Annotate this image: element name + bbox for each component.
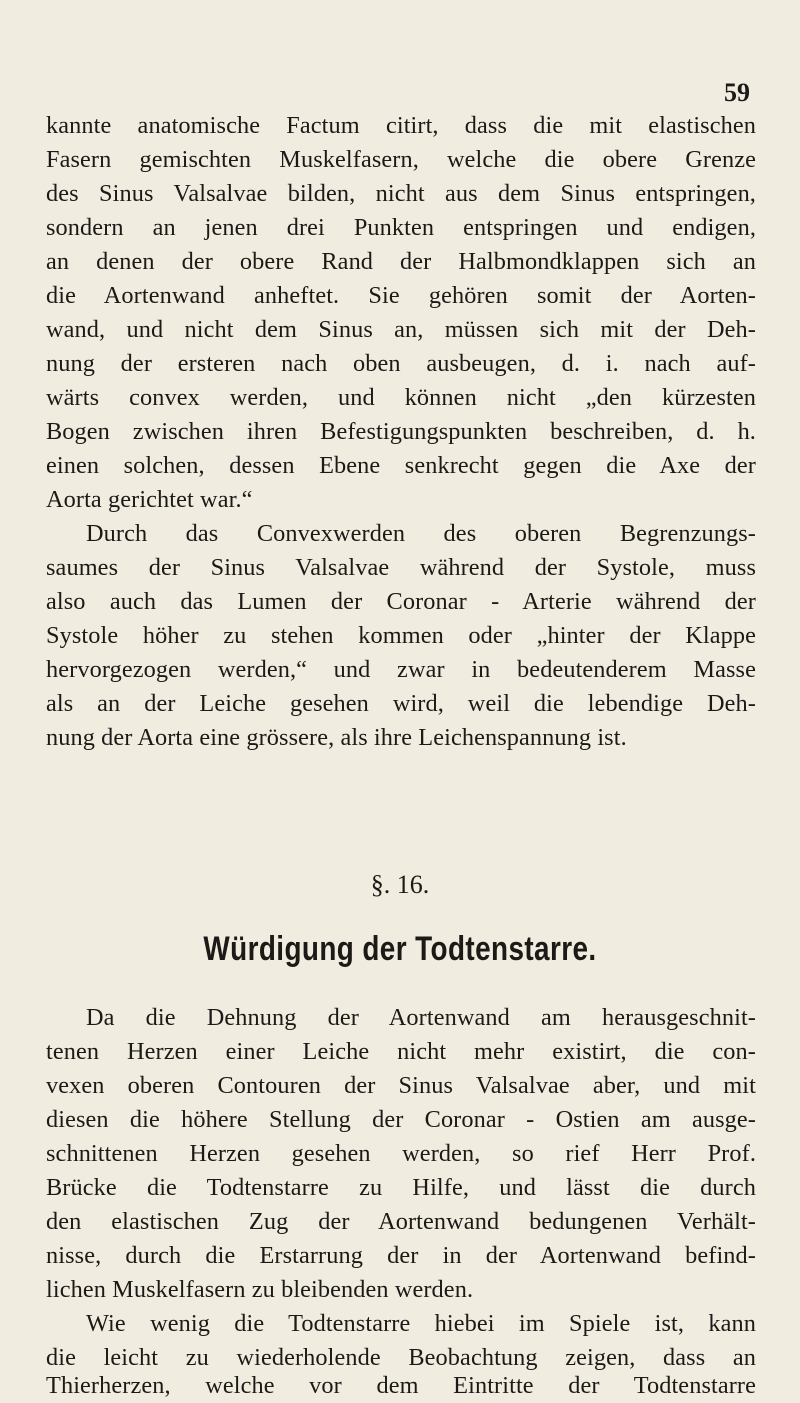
text-line: Wie wenig die Todtenstarre hiebei im Spiele ist, kann: [86, 1310, 756, 1337]
text-line: die leicht zu wiederholende Beobachtung zeigen, dass an: [46, 1344, 756, 1371]
section-number: §. 16.: [370, 870, 430, 899]
page-number: 59: [724, 78, 750, 107]
text-line: an denen der obere Rand der Halbmondklappen sich an: [46, 248, 756, 275]
text-line: einen solchen, dessen Ebene senkrecht gegen die Axe der: [46, 452, 756, 479]
text-line: nisse, durch die Erstarrung der in der Aortenwand befind-: [46, 1242, 756, 1269]
text-line: Brücke die Todtenstarre zu Hilfe, und lässt die durch: [46, 1174, 756, 1201]
text-line: sondern an jenen drei Punkten entspringen und endigen,: [46, 214, 756, 241]
text-line: saumes der Sinus Valsalvae während der Systole, muss: [46, 554, 756, 581]
text-line: wärts convex werden, und können nicht „den kürzesten: [46, 384, 756, 411]
text-line: Da die Dehnung der Aortenwand am herausgeschnit-: [86, 1004, 756, 1031]
section-heading: Würdigung der Todtenstarre.: [203, 930, 597, 968]
text-line: Fasern gemischten Muskelfasern, welche die obere Grenze: [46, 146, 756, 173]
text-line: kannte anatomische Factum citirt, dass die mit elastischen: [46, 112, 756, 139]
text-line: wand, und nicht dem Sinus an, müssen sich mit der Deh-: [46, 316, 756, 343]
text-line: Bogen zwischen ihren Befestigungspunkten beschreiben, d. h.: [46, 418, 756, 445]
text-line: Thierherzen, welche vor dem Eintritte der Todtenstarre: [46, 1372, 756, 1399]
text-line: Systole höher zu stehen kommen oder „hinter der Klappe: [46, 622, 756, 649]
text-line: vexen oberen Contouren der Sinus Valsalvae aber, und mit: [46, 1072, 756, 1099]
text-line: als an der Leiche gesehen wird, weil die lebendige Deh-: [46, 690, 756, 717]
text-line: schnittenen Herzen gesehen werden, so rief Herr Prof.: [46, 1140, 756, 1167]
text-line: also auch das Lumen der Coronar - Arterie während der: [46, 588, 756, 615]
text-line: nung der ersteren nach oben ausbeugen, d. i. nach auf-: [46, 350, 756, 377]
text-line: lichen Muskelfasern zu bleibenden werden.: [46, 1276, 474, 1303]
text-line: die Aortenwand anheftet. Sie gehören somit der Aorten-: [46, 282, 756, 309]
text-line: des Sinus Valsalvae bilden, nicht aus dem Sinus entspringen,: [46, 180, 756, 207]
text-line: tenen Herzen einer Leiche nicht mehr existirt, die con-: [46, 1038, 756, 1065]
text-line: nung der Aorta eine grössere, als ihre Leichenspannung ist.: [46, 724, 627, 751]
text-line: Durch das Convexwerden des oberen Begrenzungs-: [86, 520, 756, 547]
text-line: den elastischen Zug der Aortenwand bedungenen Verhält-: [46, 1208, 756, 1235]
text-line: Aorta gerichtet war.“: [46, 486, 253, 513]
text-line: diesen die höhere Stellung der Coronar - Ostien am ausge-: [46, 1106, 756, 1133]
text-line: hervorgezogen werden,“ und zwar in bedeutenderem Masse: [46, 656, 756, 683]
